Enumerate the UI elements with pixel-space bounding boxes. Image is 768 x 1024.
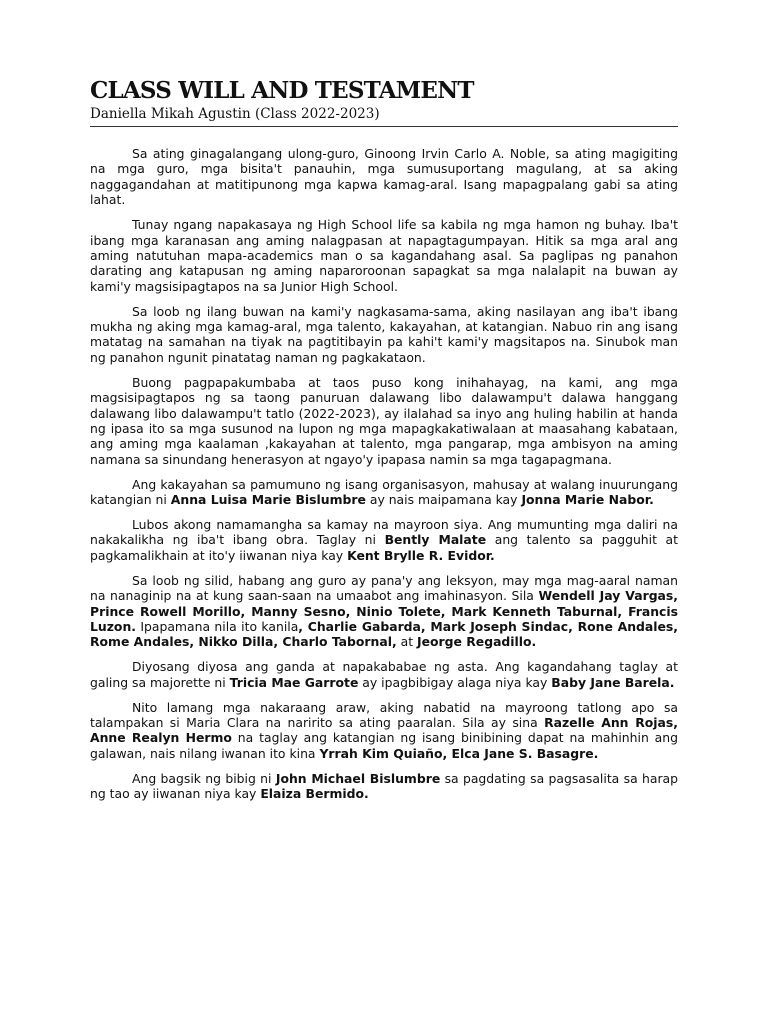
paragraph-text: Sa ating ginagalangang ulong-guro, Ginoong Irvin Carlo A. Noble, sa ating magigiting na mga guro, mga bisita't panauhin, mga sumusuportang magulang, at sa aking naggagandahan at matitipunong mga kapwa kamag-aral. Isang mapagpalang gabi sa ating lahat. [90, 146, 678, 208]
bold-name-text: Baby Jane Barela. [551, 674, 675, 690]
paragraph [90, 217, 678, 294]
bold-name-text: Wendell Jay Vargas, Prince Rowell Morillo, Manny Sesno, Ninio Tolete, Mark Kenneth Taburnal, Francis Luzon. [90, 588, 679, 634]
paragraph-text: ay ipagbibigay alaga niya kay [358, 674, 552, 690]
paragraph [90, 517, 678, 563]
paragraph-text: Lubos akong namamangha sa kamay na mayroon siya. Ang mumunting mga daliri na nakakalikha ng iba't ibang obra. Taglay ni [90, 517, 678, 548]
paragraph-text: Ang bagsik ng bibig ni [132, 770, 276, 786]
bold-name-text: , Charlie Gabarda, Mark Joseph Sindac, Rone Andales, Rome Andales, Nikko Dilla, Charlo Tabornal, [90, 618, 678, 650]
paragraph-text: Diyosang diyosa ang ganda at napakababae ng asta. Ang kagandahang taglay at galing sa majorette ni [90, 659, 678, 690]
paragraph-text: na taglay ang katangian ng isang binibining dapat na mahinhin ang galawan, nais nilang iwanan ito kina [90, 730, 678, 761]
paragraph-text: Tunay ngang napakasaya ng High School life sa kabila ng mga hamon ng buhay. Iba't ibang mga karanasan ang aming nalagpasan at napagtagumpayan. Hitik sa mga aral ang aming natutuhan mapa-academics man o sa kagandahang asal. Sa paglipas ng panahon darating ang katapusan ng aming naparoroonan sapagkat sa mga nalalapit na buwan ay kami'y magsisipagtapos na sa Junior High School. [90, 217, 678, 294]
document-title: CLASS WILL AND TESTAMENT [90, 77, 474, 104]
paragraph-text: Ang kakayahan sa pamumuno ng isang organisasyon, mahusay at walang inuurungang katangian ni [90, 476, 678, 508]
paragraph [90, 771, 678, 802]
paragraph-text: sa pagdating sa pagsasalita sa harap ng tao ay iiwanan niya kay [90, 770, 679, 802]
paragraph-text: Sa loob ng silid, habang ang guro ay pana'y ang leksyon, may mga mag-aaral naman na nanaginip na at kung saan-saan na umaabot ang imahinasyon. Sila [90, 572, 678, 604]
paragraph [90, 477, 678, 508]
paragraph-text: ang talento sa pagguhit at pagkamalikhain at ito'y iiwanan niya kay [90, 532, 679, 563]
paragraph-text: Sa loob ng ilang buwan na kami'y nagkasama-sama, aking nasilayan ang iba't ibang mukha ng aking mga kamag-aral, mga talento, kakayahan, at katangian. Nabuo rin ang isang matatag na samahan na tiyak na pagtitibayin pa kahi't kami'y magsitapos na. Sinubok man ng panahon ngunit pinatatag naman ng pagkakataon. [90, 303, 678, 365]
bold-name-text: Anna Luisa Marie Bislumbre [170, 492, 366, 508]
document-page [90, 78, 678, 811]
document-subtitle: Daniella Mikah Agustin (Class 2022-2023) [90, 106, 678, 127]
document-body [90, 146, 678, 802]
paragraph-text: Ipapamana nila ito kanila [135, 618, 299, 634]
bold-name-text: Bently Malate [384, 532, 487, 548]
paragraph [90, 146, 678, 208]
paragraph-text: ay nais maipamana kay [365, 492, 522, 508]
bold-name-text: Kent Brylle R. Evidor. [347, 547, 495, 563]
bold-name-text: Yrrah Kim Quiaño, Elca Jane S. Basagre. [319, 745, 599, 761]
paragraph-text: at [396, 634, 418, 650]
paragraph [90, 375, 678, 467]
paragraph [90, 659, 678, 690]
paragraph [90, 700, 678, 762]
bold-name-text: Razelle Ann Rojas, Anne Realyn Hermo [90, 715, 678, 746]
bold-name-text: Elaiza Bermido. [260, 786, 369, 802]
paragraph-text: Buong pagpapakumbaba at taos puso kong inihahayag, na kami, ang mga magsisipagtapos ng sa taong panuruan dalawang libo dalawampu't dalawa hanggang dalawang libo dalawampu't tatlo (2022-2023), ay ilalahad sa inyo ang huling habilin at handa ng ipasa ito sa mga susunod na lupon ng mga mapagkakatiwalaan at maasahang kabataan, ang aming mga kaalaman ,kakayahan at talento, mga pangarap, mga ambisyon na aming namana sa sinundang henerasyon at ngayo'y ipapasa namin sa mga tagapagmana. [90, 374, 678, 467]
bold-name-text: Jonna Marie Nabor. [521, 492, 654, 508]
bold-name-text: John Michael Bislumbre [275, 770, 441, 786]
paragraph [90, 304, 678, 366]
bold-name-text: Tricia Mae Garrote [229, 674, 359, 690]
paragraph-text: Nito lamang mga nakaraang araw, aking nabatid na mayroong tatlong apo sa talampakan si Maria Clara na naririto sa ating paaralan. Sila ay sina [90, 699, 678, 730]
bold-name-text: Jeorge Regadillo. [417, 634, 537, 650]
paragraph [90, 573, 678, 650]
